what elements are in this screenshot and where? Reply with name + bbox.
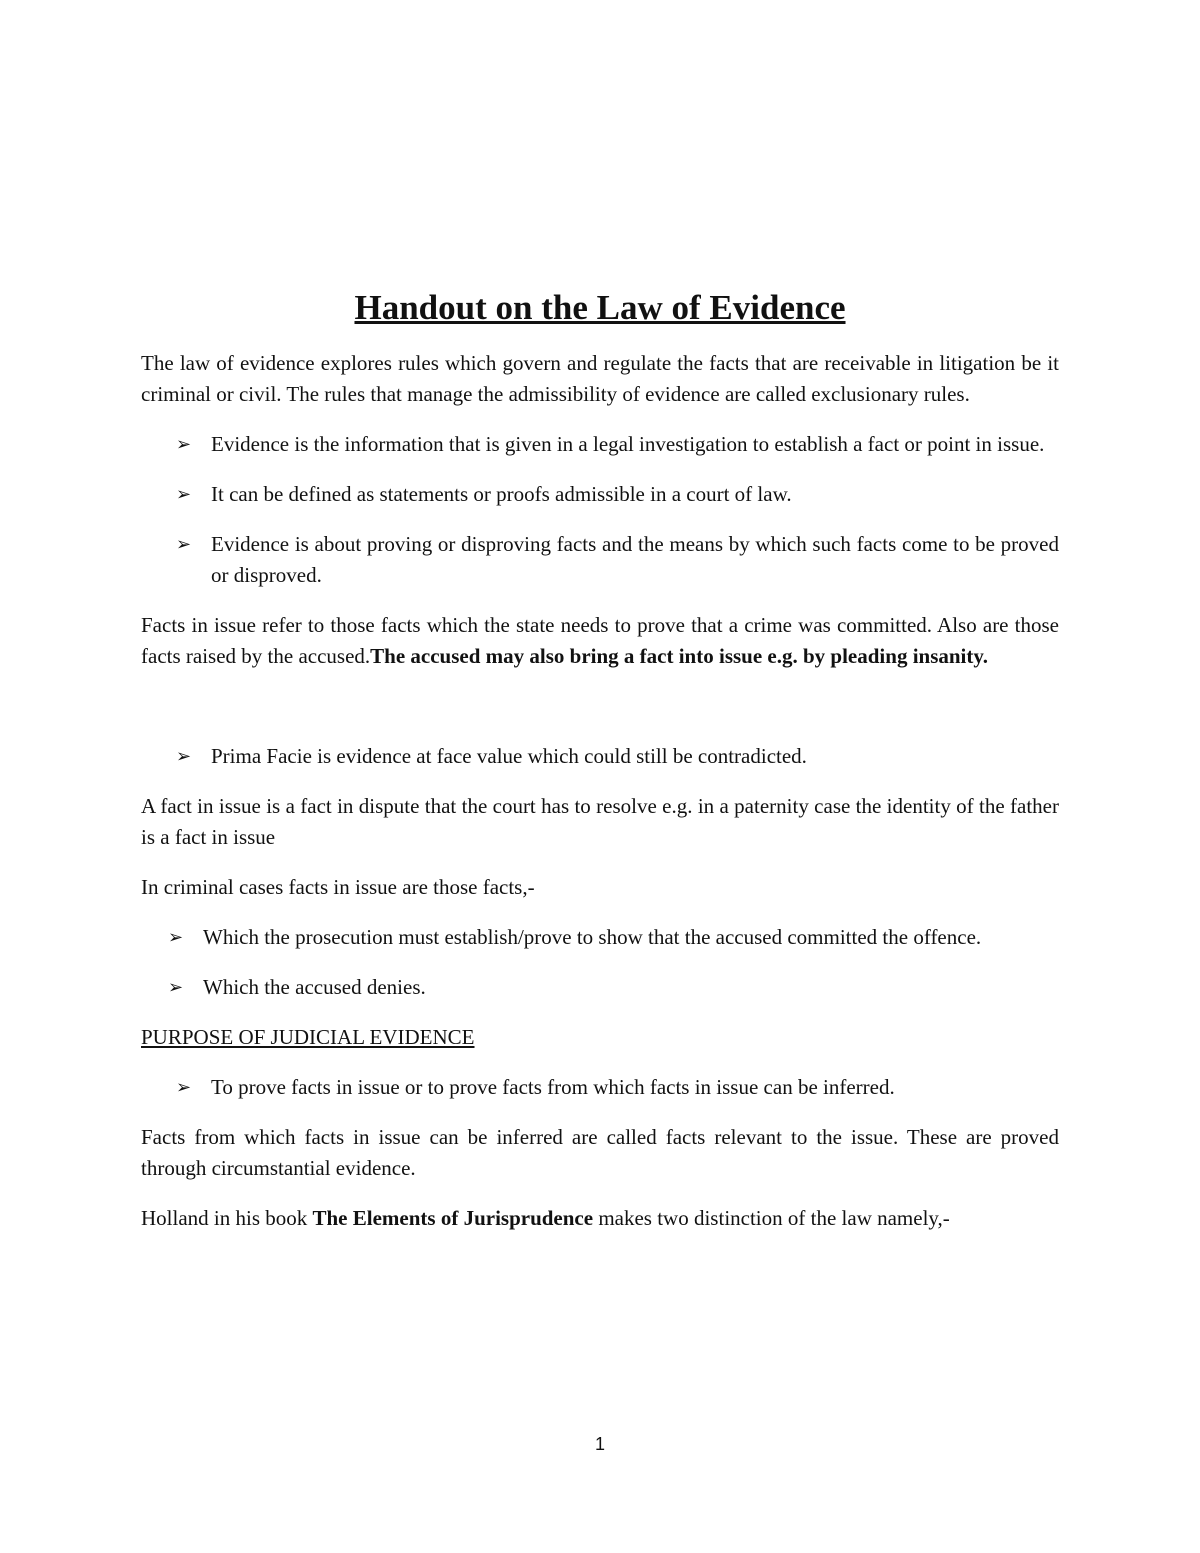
list-item [141, 479, 1059, 510]
fact-in-dispute-paragraph: A fact in issue is a fact in dispute that the court has to resolve e.g. in a paternity case the identity of the father is a fact in issue [141, 794, 1059, 849]
holland-text-before: Holland in his book [141, 1206, 313, 1230]
arrow-bullet-icon: ➢ [176, 484, 192, 505]
facts-in-issue-text: Facts in issue refer to those facts which the state needs to prove that a crime was committed. Also are those facts raised by the accused. [141, 613, 1059, 668]
relevant-facts-paragraph: Facts from which facts in issue can be inferred are called facts relevant to the issue. These are proved through circumstantial evidence. [141, 1125, 1059, 1180]
list-item-text: Which the prosecution must establish/prove to show that the accused committed the offence. [203, 925, 982, 949]
list-item [141, 922, 1059, 953]
book-title: The Elements of Jurisprudence [312, 1206, 594, 1230]
arrow-bullet-icon: ➢ [176, 534, 192, 555]
section-heading: PURPOSE OF JUDICIAL EVIDENCE [141, 1025, 475, 1049]
arrow-bullet-icon: ➢ [176, 434, 192, 455]
list-item [141, 972, 1059, 1003]
page-title: Handout on the Law of Evidence [354, 288, 846, 327]
arrow-bullet-icon: ➢ [168, 927, 184, 948]
list-item [141, 429, 1059, 460]
intro-paragraph: The law of evidence explores rules which govern and regulate the facts that are receivable in litigation be it criminal or civil. The rules that manage the admissibility of evidence are called exclusionary rules. [141, 351, 1059, 406]
list-item-text: To prove facts in issue or to prove facts from which facts in issue can be inferred. [211, 1075, 895, 1099]
list-item-text: Evidence is about proving or disproving facts and the means by which such facts come to be proved or disproved. [211, 532, 1059, 587]
facts-in-issue-bold-text: The accused may also bring a fact into issue e.g. by pleading insanity. [370, 644, 988, 668]
list-item [141, 1072, 1059, 1103]
facts-in-issue-paragraph [141, 610, 1059, 672]
list-item [141, 529, 1059, 591]
list-item [141, 741, 1059, 772]
arrow-bullet-icon: ➢ [176, 746, 192, 767]
list-item-text: Which the accused denies. [203, 975, 426, 999]
arrow-bullet-icon: ➢ [168, 977, 184, 998]
spacer [141, 691, 1059, 741]
arrow-bullet-icon: ➢ [176, 1077, 192, 1098]
holland-paragraph [141, 1203, 1059, 1234]
list-item-text: It can be defined as statements or proofs admissible in a court of law. [211, 482, 792, 506]
list-item-text: Prima Facie is evidence at face value which could still be contradicted. [211, 744, 807, 768]
list-item-text: Evidence is the information that is given in a legal investigation to establish a fact or point in issue. [211, 432, 1045, 456]
page-number: 1 [594, 1434, 605, 1454]
page-content [141, 286, 1059, 1253]
criminal-cases-paragraph: In criminal cases facts in issue are those facts,- [141, 875, 535, 899]
holland-text-after: makes two distinction of the law namely,- [593, 1206, 950, 1230]
